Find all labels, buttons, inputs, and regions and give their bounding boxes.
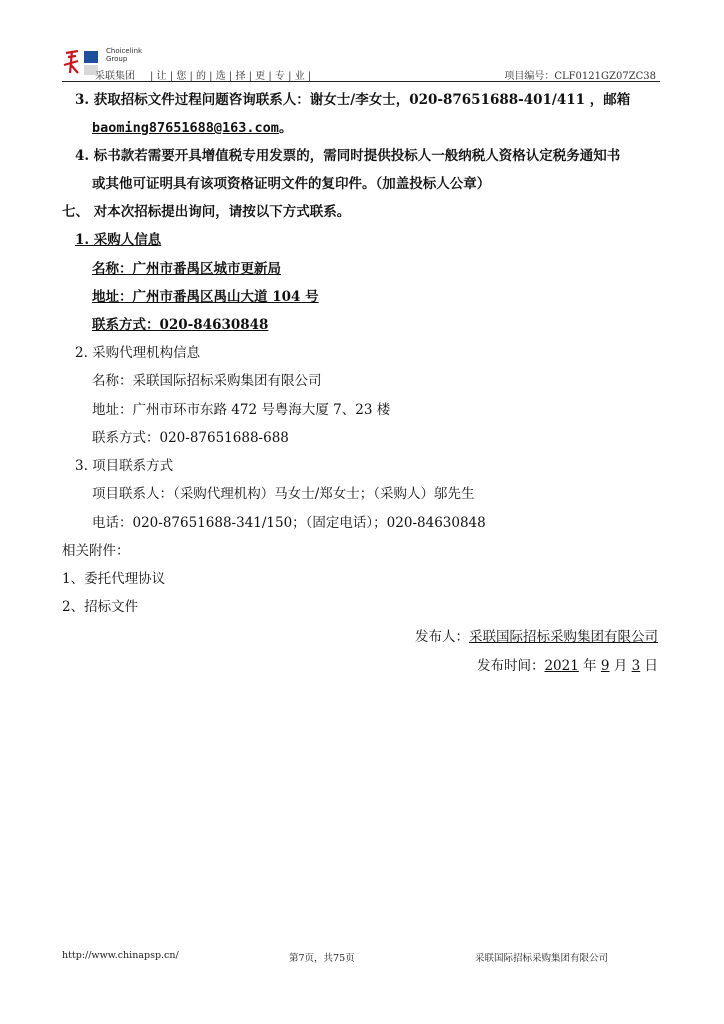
purchaser-heading: 1. 采购人信息 <box>75 232 162 248</box>
project-number: 项目编号：CLF0121GZ07ZC38 <box>504 71 656 82</box>
project-contact-person: 项目联系人：（采购代理机构）马女士/郑女士；（采购人）邬先生 <box>92 486 475 502</box>
page-header <box>62 45 660 82</box>
brand-chinese: 采联集团 <box>95 71 135 82</box>
agency-address: 地址：广州市环市东路 472 号粤海大厦 7、23 楼 <box>92 402 391 418</box>
project-contact-phone: 电话：020-87651688-341/150；（固定电话）；020-84630848 <box>92 515 486 531</box>
purchaser-address: 地址：广州市番禺区禺山大道 104 号 <box>92 289 319 305</box>
agency-name: 名称：采联国际招标采购集团有限公司 <box>92 373 322 389</box>
publish-year: 2021 <box>544 658 579 674</box>
attachment-item[interactable]: 2、招标文件 <box>62 599 139 615</box>
purchaser-contact: 联系方式：020-84630848 <box>92 317 269 333</box>
publish-time-line <box>477 657 658 675</box>
publish-day: 3 <box>631 658 641 674</box>
publish-time-label: 发布时间： <box>476 658 545 674</box>
item-3-line: 3. 获取招标文件过程问题咨询联系人：谢女士/李女士，020-87651688-401/411 ，邮箱 <box>75 92 631 108</box>
slogan: | 让 | 您 | 的 | 选 | 择 | 更 | 专 | 业 | <box>150 71 312 82</box>
brand-en-line2: Group <box>106 55 128 63</box>
agency-heading: 2. 采购代理机构信息 <box>75 345 201 361</box>
item-3-email-line <box>92 119 292 137</box>
month-unit: 月 <box>613 658 628 674</box>
publisher-label: 发布人： <box>415 629 469 645</box>
year-unit: 年 <box>583 658 597 674</box>
publish-month: 9 <box>600 658 610 674</box>
publisher-name: 采联国际招标采购集团有限公司 <box>469 629 658 645</box>
footer-page: 第7页，共75页 <box>289 953 355 964</box>
purchaser-name: 名称：广州市番禺区城市更新局 <box>92 261 281 277</box>
attachments-heading: 相关附件： <box>62 543 130 559</box>
email-end: 。 <box>278 120 293 136</box>
publisher-line <box>415 628 658 646</box>
item-4-line-b: 或其他可证明具有该项资格证明文件的复印件。（加盖投标人公章） <box>92 176 491 192</box>
email-link[interactable]: baoming87651688@163.com <box>92 120 279 136</box>
attachment-item[interactable]: 1、委托代理协议 <box>62 571 166 587</box>
project-contact-heading: 3. 项目联系方式 <box>75 458 174 474</box>
brand-en-line1: Choicelink <box>106 47 143 55</box>
agency-contact: 联系方式：020-87651688-688 <box>92 430 289 446</box>
footer-company: 采联国际招标采购集团有限公司 <box>475 953 609 964</box>
day-unit: 日 <box>644 658 658 674</box>
footer-url[interactable]: http://www.chinapsp.cn/ <box>62 950 179 961</box>
brand-english <box>106 47 142 63</box>
item-4-line-a: 4. 标书款若需要开具增值税专用发票的，需同时提供投标人一般纳税人资格认定税务通知书 <box>75 148 621 164</box>
section-7-title: 七、 对本次招标提出询问，请按以下方式联系。 <box>62 204 351 220</box>
